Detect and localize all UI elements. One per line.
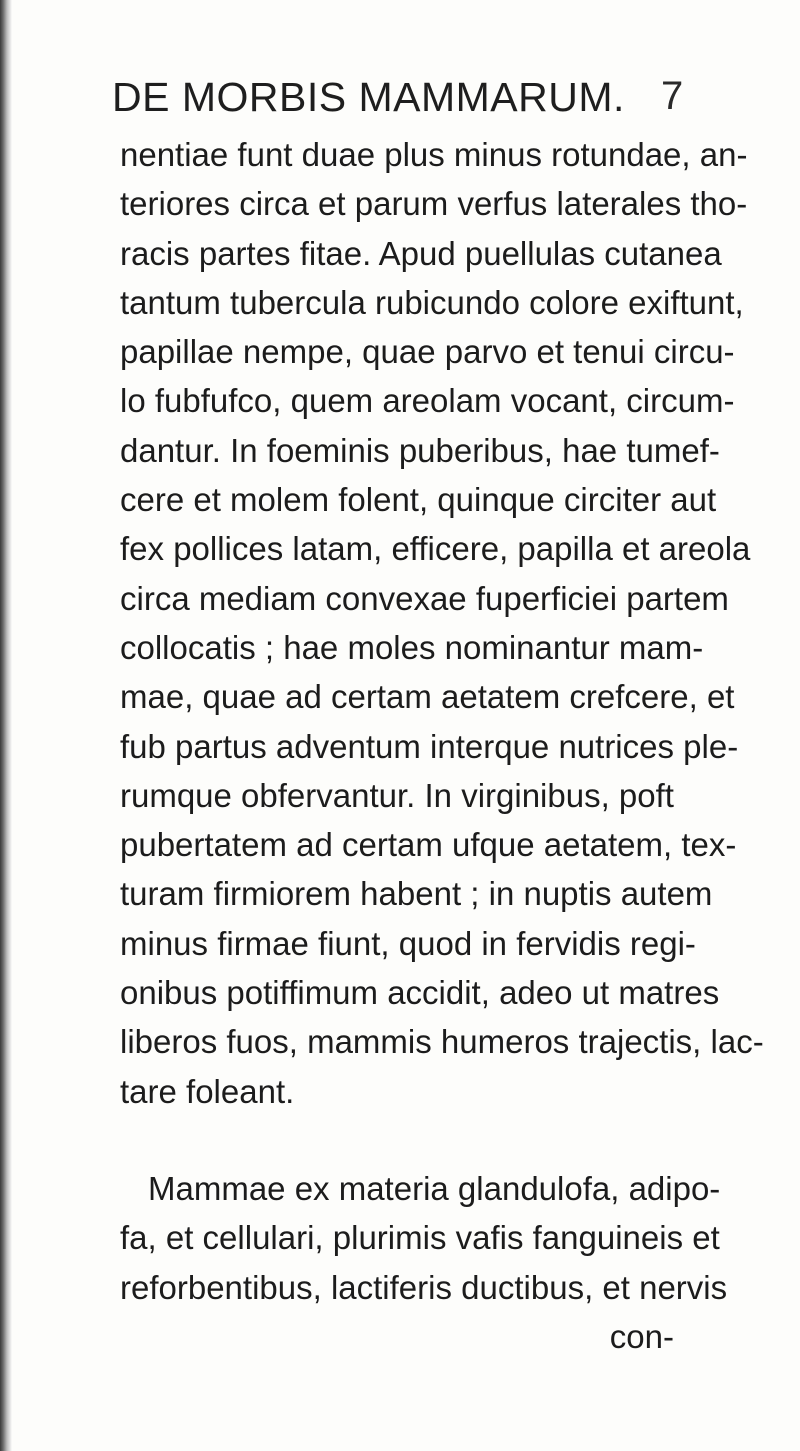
text-line: tantum tubercula rubicundo colore exiftunt,: [120, 283, 744, 321]
text-line: fex pollices latam, efficere, papilla et areola: [120, 530, 751, 568]
text-line: teriores circa et parum verfus laterales tho-: [120, 185, 748, 223]
text-line: nentiae funt duae plus minus rotundae, an-: [120, 136, 748, 173]
text-line: reforbentibus, lactiferis ductibus, et nervis: [120, 1268, 728, 1306]
running-title: DE MORBIS MAMMARUM.: [112, 74, 625, 120]
text-line: liberos fuos, mammis humeros trajectis, lac-: [120, 1023, 764, 1061]
text-line: Mammae ex materia glandulofa, adipo-: [148, 1169, 721, 1207]
catchword: con-: [609, 1317, 674, 1355]
text-line: onibus potiffimum accidit, adeo ut matres: [120, 974, 720, 1012]
text-line: racis partes fitae. Apud puellulas cutanea: [120, 234, 722, 272]
text-line: fub partus adventum interque nutrices ple-: [120, 727, 739, 765]
page-gutter-shadow: [0, 0, 12, 1451]
text-line: fa, et cellulari, plurimis vafis fanguineis et: [120, 1219, 720, 1257]
text-line: mae, quae ad certam aetatem crefcere, et: [120, 678, 735, 716]
text-line: minus firmae fiunt, quod in fervidis regi-: [120, 924, 696, 962]
text-line: collocatis ; hae moles nominantur mam-: [120, 628, 704, 666]
body-text: [120, 130, 764, 1361]
text-line: lo fubfufco, quem areolam vocant, circum-: [120, 382, 735, 420]
text-line: circa mediam convexae fuperficiei partem: [120, 579, 729, 617]
text-line: rumque obfervantur. In virginibus, poft: [120, 776, 674, 814]
paragraph-1: [120, 130, 764, 1116]
paragraph-2: [120, 1164, 728, 1312]
text-line: papillae nempe, quae parvo et tenui circu-: [120, 333, 735, 371]
text-line: dantur. In foeminis puberibus, hae tumef-: [120, 431, 720, 469]
paragraph-gap: [120, 1116, 680, 1164]
page-number: 7: [661, 74, 684, 118]
text-line: pubertatem ad certam ufque aetatem, tex-: [120, 826, 737, 864]
text-line: cere et molem folent, quinque circiter aut: [120, 481, 717, 519]
text-line: tare foleant.: [120, 1072, 295, 1110]
text-line: turam firmiorem habent ; in nuptis autem: [120, 875, 713, 913]
